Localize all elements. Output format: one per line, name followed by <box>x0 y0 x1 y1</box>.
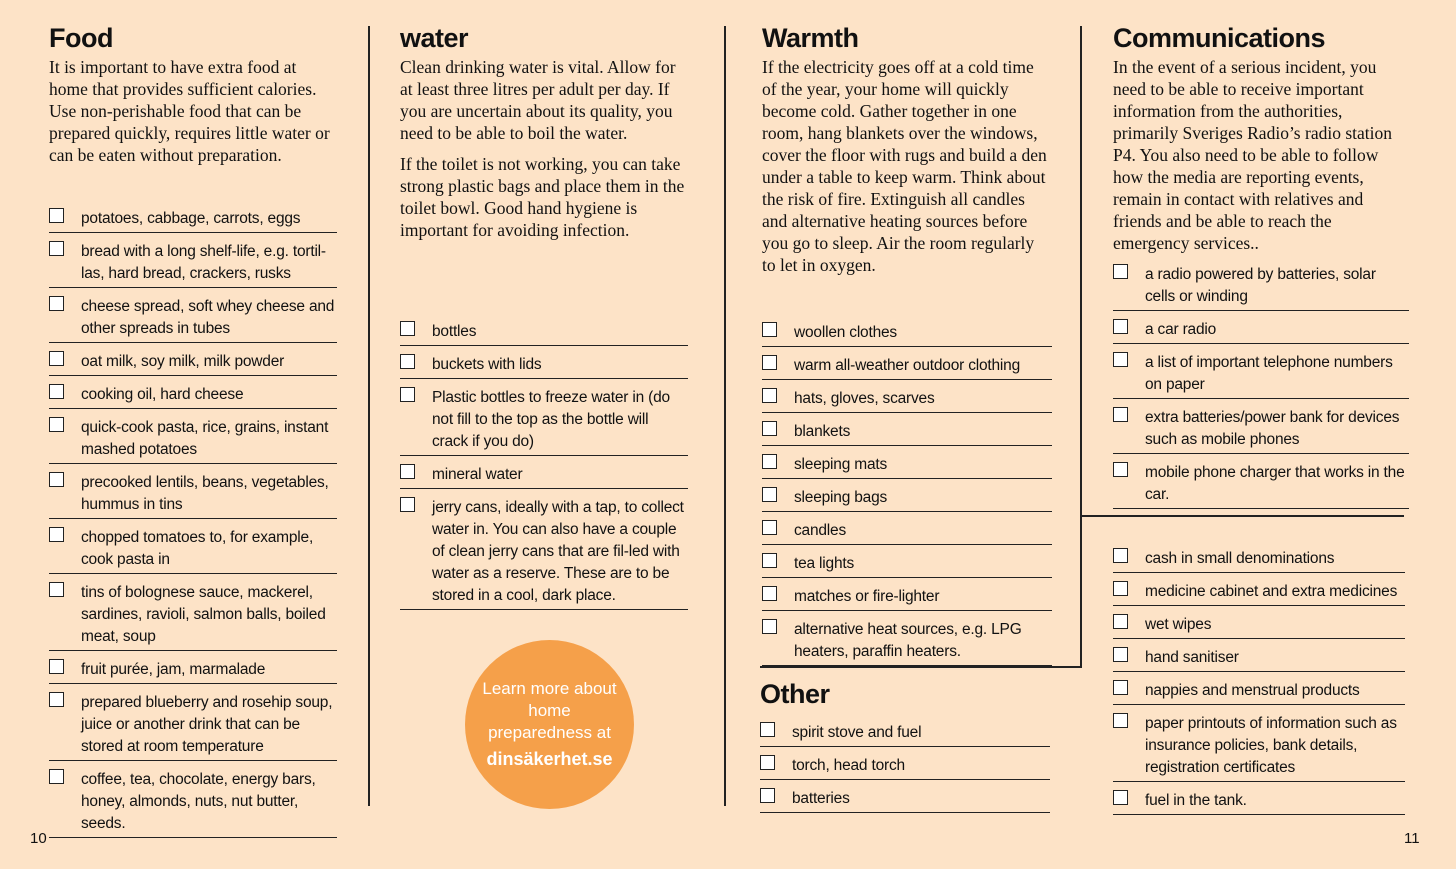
checklist-item <box>49 351 337 376</box>
food-title: Food <box>49 23 113 53</box>
checklist-item <box>400 497 688 610</box>
checkbox[interactable] <box>1113 352 1128 367</box>
checkbox[interactable] <box>1113 713 1128 728</box>
checkbox[interactable] <box>49 692 64 707</box>
checklist-item <box>400 321 688 346</box>
checkbox[interactable] <box>49 208 64 223</box>
checklist-item-label: hand sanitiser <box>1145 649 1239 666</box>
checklist-item <box>400 354 688 379</box>
checkbox[interactable] <box>400 387 415 402</box>
page-number-right: 11 <box>1404 830 1420 847</box>
checklist-item-label: buckets with lids <box>432 356 542 373</box>
extra-checklist <box>1113 548 1405 823</box>
checklist-item <box>1113 713 1405 782</box>
checklist-item <box>400 387 688 456</box>
warmth-title: Warmth <box>762 23 859 53</box>
checklist-item-label: cheese spread, soft whey cheese and other spreads in tubes <box>81 298 335 337</box>
checklist-item <box>1113 680 1405 705</box>
checklist-item-label: a list of important telephone numbers on paper <box>1145 354 1393 393</box>
checklist-item <box>760 788 1050 813</box>
checklist-item <box>49 692 337 761</box>
other-checklist <box>760 722 1050 821</box>
checklist-item-label: nappies and menstrual products <box>1145 682 1360 699</box>
checklist-item-label: hats, gloves, scarves <box>794 390 935 407</box>
checklist-item-label: cooking oil, hard cheese <box>81 386 244 403</box>
checklist-item <box>1113 462 1409 509</box>
checklist-item-label: sleeping mats <box>794 456 888 473</box>
column-divider <box>1080 26 1082 668</box>
checklist-item <box>762 520 1052 545</box>
checklist-item <box>762 586 1052 611</box>
checkbox[interactable] <box>760 755 775 770</box>
checklist-item-label: woollen clothes <box>794 324 897 341</box>
checklist-item-label: fruit purée, jam, marmalade <box>81 661 266 678</box>
checkbox[interactable] <box>1113 407 1128 422</box>
communications-intro: In the event of a serious incident, you need to be able to receive important information from the authorities, primarily Sveriges Radio’s radio station P4. You also need to be able to follow how the media are reporting events, remain in contact with relatives and friends and be able to reach the emergency services.. <box>1113 57 1392 253</box>
checklist-item <box>1113 581 1405 606</box>
promo-circle[interactable] <box>465 640 634 809</box>
checklist-item-label: extra batteries/power bank for devices such as mobile phones <box>1145 409 1400 448</box>
checkbox[interactable] <box>762 487 777 502</box>
checkbox[interactable] <box>762 322 777 337</box>
checkbox[interactable] <box>49 296 64 311</box>
checklist-item-label: batteries <box>792 790 850 807</box>
checkbox[interactable] <box>49 351 64 366</box>
checklist-item-label: sleeping bags <box>794 489 888 506</box>
checkbox[interactable] <box>49 769 64 784</box>
checkbox[interactable] <box>1113 581 1128 596</box>
checklist-item-label: wet wipes <box>1145 616 1212 633</box>
checkbox[interactable] <box>400 464 415 479</box>
checklist-item <box>49 472 337 519</box>
checkbox[interactable] <box>49 582 64 597</box>
checklist-item <box>49 582 337 651</box>
checklist-item-label: a radio powered by batteries, solar cells or winding <box>1145 266 1376 305</box>
checklist-item <box>762 454 1052 479</box>
column-divider <box>724 26 726 806</box>
checklist-item <box>400 464 688 489</box>
checklist-item <box>49 769 337 838</box>
checklist-item-label: mobile phone charger that works in the car. <box>1145 464 1405 503</box>
promo-text: Learn more about home preparedness at <box>482 678 617 742</box>
checkbox[interactable] <box>760 722 775 737</box>
checklist-item-label: bottles <box>432 323 477 340</box>
checklist-item-label: blankets <box>794 423 851 440</box>
checkbox[interactable] <box>762 586 777 601</box>
checkbox[interactable] <box>762 454 777 469</box>
checklist-item <box>49 659 337 684</box>
checklist-item-label: fuel in the tank. <box>1145 792 1247 809</box>
checklist-item-label: Plastic bottles to freeze water in (do not fill to the top as the bottle will crack if you do) <box>432 389 670 450</box>
checkbox[interactable] <box>49 384 64 399</box>
checklist-item-label: coffee, tea, chocolate, energy bars, honey, almonds, nuts, nut butter, seeds. <box>81 771 316 832</box>
checklist-item-label: prepared blueberry and rosehip soup, juice or another drink that can be stored at room temperature <box>81 694 333 755</box>
checklist-item <box>49 417 337 464</box>
checklist-item <box>49 208 337 233</box>
checkbox[interactable] <box>760 788 775 803</box>
checklist-item-label: spirit stove and fuel <box>792 724 922 741</box>
checklist-item-label: oat milk, soy milk, milk powder <box>81 353 285 370</box>
column-divider <box>368 26 370 806</box>
section-divider <box>1082 515 1404 517</box>
checklist-item-label: jerry cans, ideally with a tap, to collect water in. You can also have a couple of clean jerry cans that are fil-led with water as a reserve. These are to be stored in a cool, dark place. <box>432 499 684 604</box>
checklist-item <box>762 553 1052 578</box>
checklist-item <box>49 241 337 288</box>
water-checklist <box>400 321 688 618</box>
checklist-item <box>1113 352 1409 399</box>
checklist-item-label: cash in small denominations <box>1145 550 1335 567</box>
checkbox[interactable] <box>400 497 415 512</box>
checklist-item <box>49 296 337 343</box>
checklist-item-label: paper printouts of information such as insurance policies, bank details, registration certificates <box>1145 715 1397 776</box>
checklist-item <box>1113 790 1405 815</box>
checklist-item <box>49 384 337 409</box>
checklist-item-label: candles <box>794 522 847 539</box>
checklist-item-label: medicine cabinet and extra medicines <box>1145 583 1398 600</box>
checklist-item-label: alternative heat sources, e.g. LPG heaters, paraffin heaters. <box>794 621 1022 660</box>
checklist-item <box>49 527 337 574</box>
checkbox[interactable] <box>1113 319 1128 334</box>
checklist-item <box>1113 264 1409 311</box>
checklist-item <box>1113 614 1405 639</box>
checkbox[interactable] <box>762 388 777 403</box>
checkbox[interactable] <box>762 619 777 634</box>
checkbox[interactable] <box>1113 264 1128 279</box>
checkbox[interactable] <box>49 659 64 674</box>
checkbox[interactable] <box>49 241 64 256</box>
checklist-item-label: warm all-weather outdoor clothing <box>794 357 1021 374</box>
other-title: Other <box>760 679 830 709</box>
checkbox[interactable] <box>49 417 64 432</box>
checkbox[interactable] <box>762 553 777 568</box>
checklist-item-label: mineral water <box>432 466 523 483</box>
warmth-intro: If the electricity goes off at a cold time of the year, your home will quickly become cold. Gather together in one room, hang blankets over the windows, cover the floor with rugs and build a den under a table to keep warm. Think about the risk of fire. Extinguish all candles and alternative heating sources before you go to sleep. Air the room regularly to let in oxygen. <box>762 57 1047 275</box>
checkbox[interactable] <box>1113 647 1128 662</box>
checklist-item-label: precooked lentils, beans, vegetables, hummus in tins <box>81 474 329 513</box>
checkbox[interactable] <box>762 520 777 535</box>
checklist-item-label: potatoes, cabbage, carrots, eggs <box>81 210 301 227</box>
checklist-item <box>762 388 1052 413</box>
communications-title: Communications <box>1113 23 1326 53</box>
checklist-item-label: torch, head torch <box>792 757 905 774</box>
page-number-left: 10 <box>30 830 47 847</box>
checklist-item <box>1113 319 1409 344</box>
water-title: water <box>400 23 469 53</box>
checklist-item-label: a car radio <box>1145 321 1217 338</box>
checklist-item-label: matches or fire-lighter <box>794 588 940 605</box>
communications-checklist <box>1113 264 1409 517</box>
checkbox[interactable] <box>400 354 415 369</box>
checkbox[interactable] <box>1113 790 1128 805</box>
checklist-item <box>762 421 1052 446</box>
checkbox[interactable] <box>762 421 777 436</box>
checkbox[interactable] <box>49 472 64 487</box>
food-checklist <box>49 208 337 846</box>
checkbox[interactable] <box>1113 680 1128 695</box>
checklist-item <box>1113 407 1409 454</box>
checklist-item-label: tea lights <box>794 555 855 572</box>
water-intro: Clean drinking water is vital. Allow for at least three litres per adult per day. If you are uncertain about its quality, you need to be able to boil the water. If the toilet is not working, you can take strong plastic bags and place them in the toilet bowl. Good hand hygiene is important for avoiding infection. <box>400 57 685 240</box>
checklist-item <box>762 487 1052 512</box>
checkbox[interactable] <box>1113 548 1128 563</box>
promo-link[interactable]: dinsäkerhet.se <box>486 748 613 769</box>
food-intro: It is important to have extra food at home that provides sufficient calories. Use non-perishable food that can be prepared quickly, requires little water or can be eaten without preparation. <box>49 57 330 165</box>
section-divider <box>760 666 1082 668</box>
checklist-item <box>762 619 1052 666</box>
checklist-item-label: quick-cook pasta, rice, grains, instant mashed potatoes <box>81 419 329 458</box>
checkbox[interactable] <box>762 355 777 370</box>
warmth-checklist <box>762 322 1052 674</box>
checklist-item <box>1113 548 1405 573</box>
checklist-item <box>760 722 1050 747</box>
checkbox[interactable] <box>1113 462 1128 477</box>
checklist-item <box>762 355 1052 380</box>
checklist-item <box>1113 647 1405 672</box>
checklist-item <box>762 322 1052 347</box>
checkbox[interactable] <box>49 527 64 542</box>
checklist-item <box>760 755 1050 780</box>
checkbox[interactable] <box>1113 614 1128 629</box>
checklist-item-label: chopped tomatoes to, for example, cook pasta in <box>81 529 314 568</box>
checklist-item-label: bread with a long shelf-life, e.g. tortil-las, hard bread, crackers, rusks <box>81 243 326 282</box>
checklist-item-label: tins of bolognese sauce, mackerel, sardines, ravioli, salmon balls, boiled meat, soup <box>81 584 326 645</box>
checkbox[interactable] <box>400 321 415 336</box>
